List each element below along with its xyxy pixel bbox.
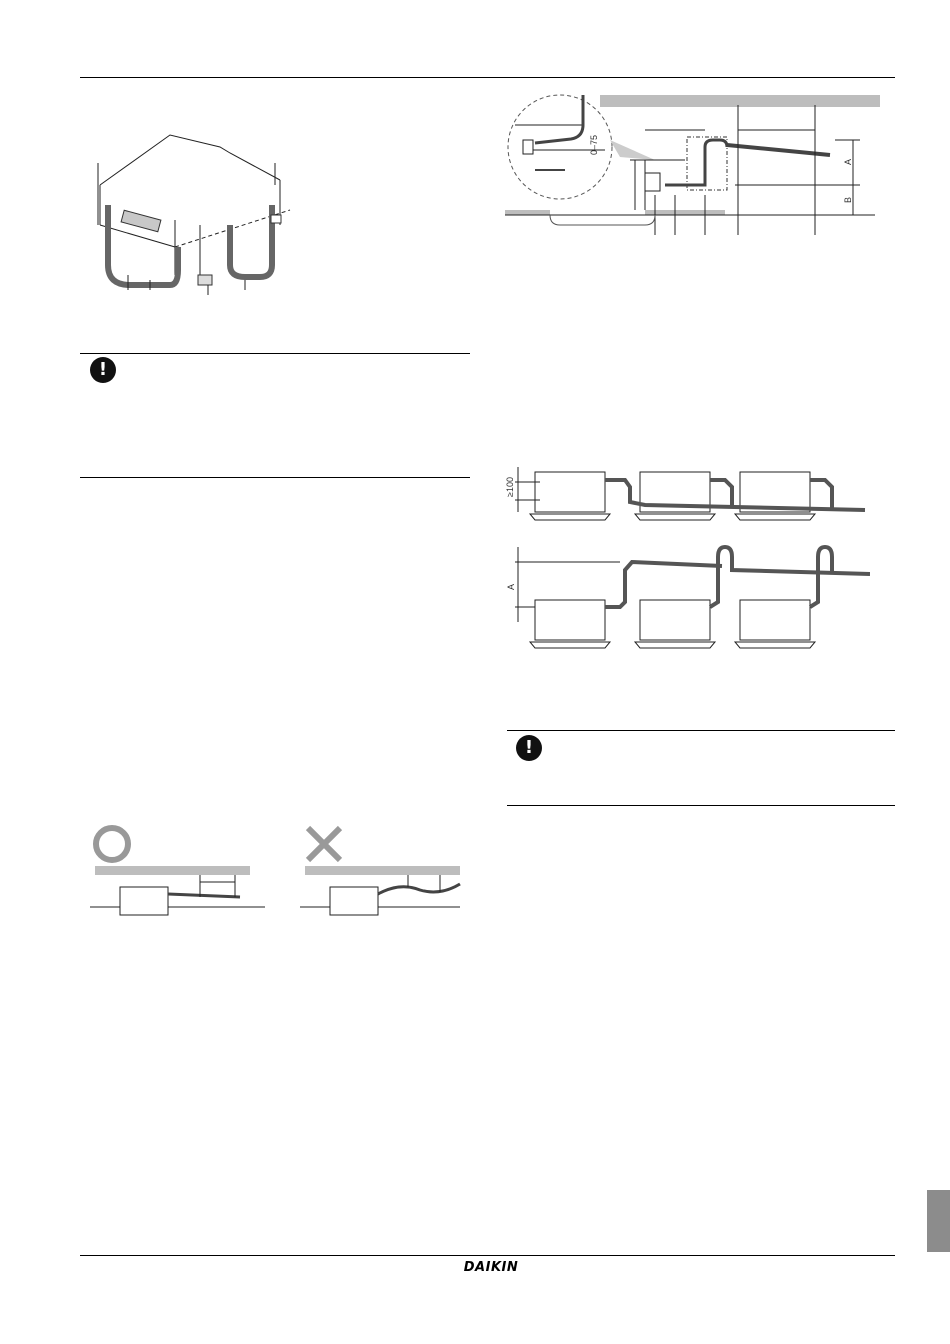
dim-a-label: A bbox=[843, 158, 853, 165]
correct-circle-icon bbox=[96, 828, 128, 860]
drain-rise-figure bbox=[505, 85, 885, 240]
drain-hose-right bbox=[230, 205, 272, 277]
ceiling-slab bbox=[600, 95, 880, 107]
footer-rule bbox=[80, 1255, 895, 1256]
dim-min-height-label: ≥100 bbox=[505, 477, 515, 497]
correct-piping-figure bbox=[90, 822, 270, 922]
unit-outline bbox=[100, 135, 280, 185]
multi-unit-drain-figure bbox=[500, 462, 870, 657]
warning-icon: ! bbox=[516, 735, 542, 761]
unit-row-upper bbox=[530, 472, 865, 520]
daikin-logo: DAIKIN bbox=[463, 1260, 519, 1275]
warning-icon: ! bbox=[90, 357, 116, 383]
incorrect-cross-icon bbox=[308, 828, 340, 860]
ceiling-slab bbox=[305, 866, 460, 875]
notice-rule-top-left bbox=[80, 353, 470, 354]
dim-a-label-lower: A bbox=[506, 583, 516, 590]
incorrect-piping-figure bbox=[300, 822, 465, 922]
unit-drain-pipe-figure bbox=[90, 125, 310, 300]
indoor-unit bbox=[120, 887, 168, 915]
header-rule bbox=[80, 77, 895, 78]
detail-box bbox=[687, 137, 727, 190]
notice-rule-top-right bbox=[507, 730, 895, 731]
dim-b-label: B bbox=[843, 196, 853, 203]
dim-min-label: 0–75 bbox=[589, 134, 599, 155]
unit-label-plate bbox=[121, 210, 161, 231]
chapter-side-tab bbox=[927, 1190, 950, 1252]
indoor-unit bbox=[330, 887, 378, 915]
ceiling-slab bbox=[95, 866, 250, 875]
notice-rule-bottom-left bbox=[80, 477, 470, 478]
notice-rule-bottom-right bbox=[507, 805, 895, 806]
